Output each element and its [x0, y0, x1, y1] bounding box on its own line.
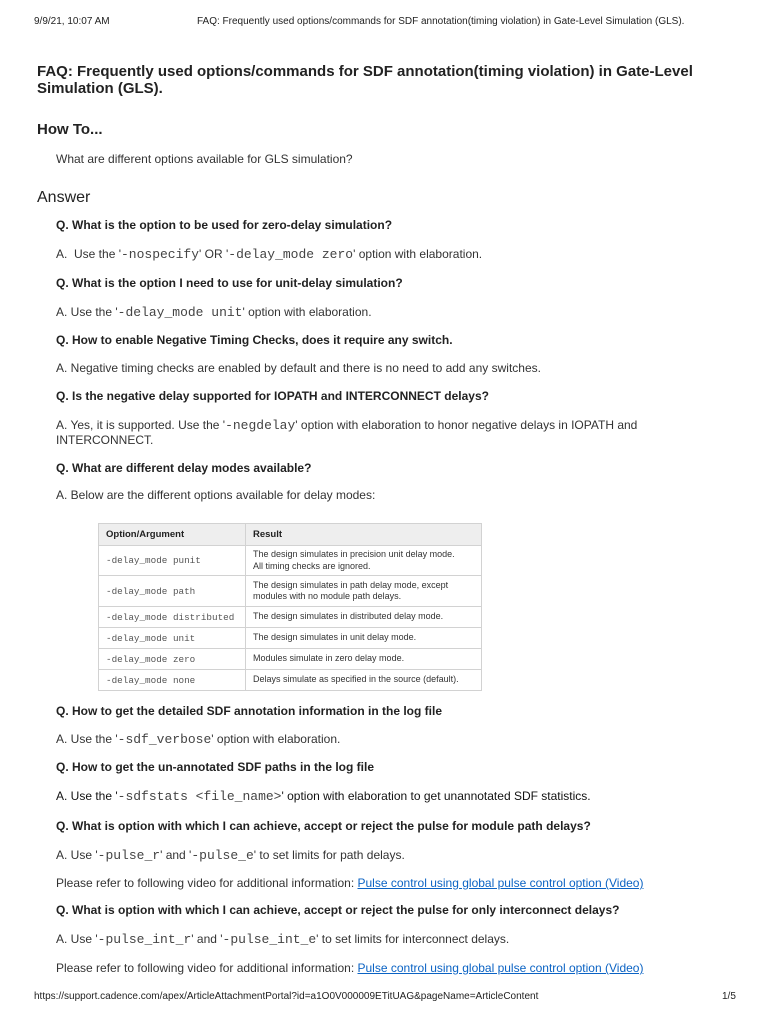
answer-delay-modes: [56, 488, 716, 503]
answer-text: ' option with elaboration to get unannotated SDF statistics.: [281, 789, 591, 803]
how-to-heading: How To...: [37, 121, 103, 138]
option-cell: -delay_mode path: [99, 576, 246, 607]
answer-text: ' and ': [191, 932, 223, 946]
result-cell: [246, 628, 482, 649]
answer-module-path-pulse: [56, 848, 716, 863]
table-row: [99, 546, 482, 576]
answer-text: A. Use the ': [56, 789, 118, 803]
result-line: The design simulates in unit delay mode.: [253, 632, 417, 643]
option-flag: -negdelay: [225, 418, 296, 433]
answer-text: ' to set limits for path delays.: [253, 848, 405, 862]
answer-text: ' option with elaboration.: [211, 732, 341, 746]
answer-text: A. Use the ': [56, 305, 118, 319]
result-line: Delays simulate as specified in the source (default).: [253, 674, 459, 685]
option-flag: -pulse_int_e: [222, 932, 317, 947]
table-row: [99, 649, 482, 670]
answer-sdf-verbose: [56, 732, 716, 747]
pulse-control-video-link[interactable]: Pulse control using global pulse control option (Video): [357, 961, 644, 975]
question-module-path-pulse: Q. What is option with which I can achieve, accept or reject the pulse for module path delays?: [56, 819, 591, 833]
option-cell: -delay_mode distributed: [99, 607, 246, 628]
result-line: The design simulates in precision unit delay mode.: [253, 549, 455, 559]
answer-text: A. Use ': [56, 932, 98, 946]
result-cell: [246, 649, 482, 670]
table-header-row: [99, 524, 482, 546]
option-flag: -delay_mode zero: [228, 247, 354, 262]
answer-unit-delay: [56, 305, 716, 320]
reference-text: Please refer to following video for additional information:: [56, 961, 358, 975]
result-cell: [246, 576, 482, 607]
result-cell: [246, 670, 482, 691]
result-line: All timing checks are ignored.: [253, 560, 371, 571]
column-header-result: Result: [246, 524, 482, 546]
video-reference: [56, 876, 716, 891]
question-sdf-stats: Q. How to get the un-annotated SDF paths in the log file: [56, 760, 374, 774]
answer-sdf-stats: [56, 789, 716, 804]
result-cell: [246, 607, 482, 628]
option-cell: -delay_mode zero: [99, 649, 246, 670]
article-title: FAQ: Frequently used options/commands for SDF annotation(timing violation) in Gate-Level Simulation (GLS).: [37, 63, 693, 97]
result-line: The design simulates in path delay mode, except: [253, 579, 449, 590]
question-sdf-verbose: Q. How to get the detailed SDF annotation information in the log file: [56, 704, 442, 718]
column-header-option: Option/Argument: [99, 524, 246, 546]
print-page-number: 1/5: [722, 991, 736, 1002]
option-cell: -delay_mode none: [99, 670, 246, 691]
question-interconnect-pulse: Q. What is option with which I can achieve, accept or reject the pulse for only interconnect delays?: [56, 903, 620, 917]
answer-text: A. Use the ': [56, 247, 121, 261]
answer-text: A. Use ': [56, 848, 98, 862]
answer-text: ' to set limits for interconnect delays.: [316, 932, 510, 946]
answer-text: A. Below are the different options available for delay modes:: [56, 488, 376, 502]
delay-modes-table: [98, 523, 482, 691]
question-negative-timing-checks: Q. How to enable Negative Timing Checks, does it require any switch.: [56, 333, 453, 347]
answer-heading: Answer: [37, 189, 91, 206]
answer-text: ' option with elaboration.: [242, 305, 372, 319]
option-flag: -sdfstats <file_name>: [117, 789, 282, 804]
result-line: The design simulates in distributed delay mode.: [253, 611, 444, 622]
table-row: [99, 576, 482, 607]
option-flag: -pulse_e: [191, 848, 254, 863]
question-zero-delay: Q. What is the option to be used for zero-delay simulation?: [56, 218, 393, 232]
answer-text: ' and ': [160, 848, 192, 862]
table-row: [99, 628, 482, 649]
reference-text: Please refer to following video for additional information:: [56, 876, 358, 890]
table-row: [99, 670, 482, 691]
option-flag: -pulse_int_r: [97, 932, 192, 947]
answer-text: ' option with elaboration to honor negative delays in IOPATH and INTERCONNECT.: [56, 418, 641, 447]
answer-text: A. Yes, it is supported. Use the ': [56, 418, 226, 432]
table-row: [99, 607, 482, 628]
option-flag: -sdf_verbose: [117, 732, 212, 747]
option-cell: -delay_mode punit: [99, 546, 246, 576]
print-page-title: FAQ: Frequently used options/commands for SDF annotation(timing violation) in Gate-Level Simulation (GLS).: [197, 16, 685, 27]
result-line: modules with no module path delays.: [253, 591, 402, 601]
video-reference: [56, 961, 716, 976]
print-datetime: 9/9/21, 10:07 AM: [34, 16, 110, 27]
result-cell: [246, 546, 482, 576]
print-footer-url: https://support.cadence.com/apex/ArticleAttachmentPortal?id=a1O0V000009ETitUAG&pageName=ArticleContent: [34, 991, 539, 1002]
question-delay-modes: Q. What are different delay modes available?: [56, 461, 312, 475]
option-cell: -delay_mode unit: [99, 628, 246, 649]
answer-text: ' OR ': [199, 247, 229, 261]
question-negative-delay: Q. Is the negative delay supported for IOPATH and INTERCONNECT delays?: [56, 389, 489, 403]
answer-text: ' option with elaboration.: [353, 247, 483, 261]
answer-text: A. Use the ': [56, 732, 118, 746]
option-flag: -pulse_r: [97, 848, 161, 863]
result-line: Modules simulate in zero delay mode.: [253, 653, 405, 664]
answer-zero-delay: [56, 247, 716, 262]
pulse-control-video-link[interactable]: Pulse control using global pulse control option (Video): [357, 876, 644, 890]
question-unit-delay: Q. What is the option I need to use for unit-delay simulation?: [56, 276, 403, 290]
option-flag: -delay_mode unit: [117, 305, 243, 320]
answer-text: A. Negative timing checks are enabled by default and there is no need to add any switches.: [56, 361, 541, 375]
answer-negative-delay: [56, 418, 716, 448]
option-flag: -nospecify: [121, 247, 200, 262]
answer-interconnect-pulse: [56, 932, 716, 947]
how-to-text: What are different options available for GLS simulation?: [56, 152, 353, 166]
answer-negative-timing-checks: [56, 361, 716, 376]
